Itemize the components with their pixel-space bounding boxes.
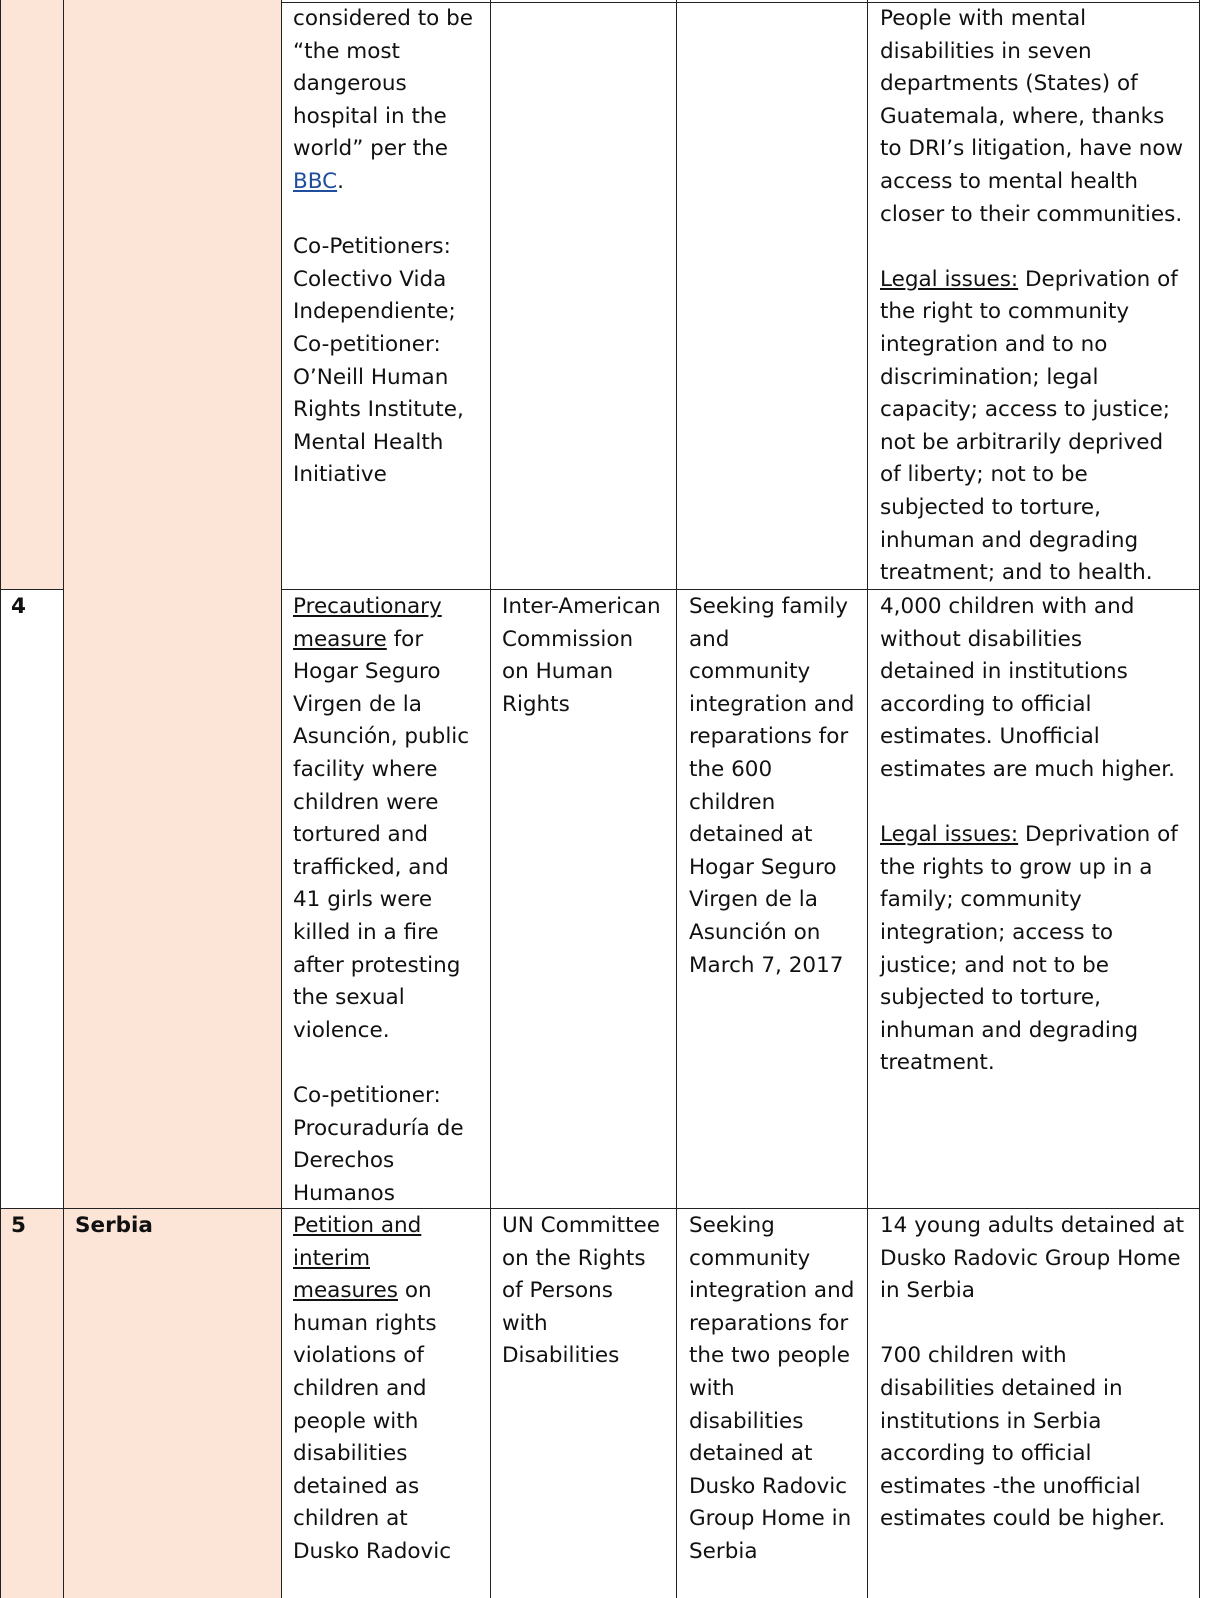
row4-action-cell: Precautionary measure for Hogar Seguro Virgen de la Asunción, public facility where children were tortured and trafficked, and 41 girls were killed in a fire after protesting the sexual violence. Co-petitioner: Procuraduría de Derechos Humanos (293, 594, 470, 1206)
row5-number: 5 (11, 1213, 26, 1238)
row1-impact-cell: People with mental disabilities in seven departments (States) of Guatemala, where, thanks to DRI’s litigation, have now access to mental health closer to their communities. Legal issues: Deprivation of the right to community integration and to no discrimination; legal capacity; access to justice; not be arbitrarily deprived of liberty; not to be subjected to torture, inhuman and degrading treatment; and to health. (880, 6, 1184, 586)
row-serbia-bg (0, 1209, 282, 1598)
country-merged-bg (64, 0, 282, 1209)
row5-country: Serbia (75, 1213, 153, 1238)
legal-issues-label: Legal issues: (880, 822, 1019, 848)
row4-forum-cell: Inter-American Commission on Human Rights (502, 594, 661, 717)
petition-interim-measures-term: Petition and interim measures (293, 1213, 422, 1304)
row1-number-bg (0, 0, 64, 590)
legal-issues-label: Legal issues: (880, 266, 1019, 292)
grid-line (281, 0, 282, 1598)
grid-line (63, 0, 64, 1598)
row5-remedy-cell: Seeking community integration and reparations for the two people with disabilities detained at Dusko Radovic Group Home in Serbia (689, 1213, 855, 1564)
grid-line (867, 0, 868, 1598)
bbc-link[interactable]: BBC (293, 168, 338, 194)
row4-remedy-cell: Seeking family and community integration and reparations for the 600 children detained at Hogar Seguro Virgen de la Asunción on March 7, 2017 (689, 594, 855, 978)
precautionary-measure-term: Precautionary measure (293, 594, 442, 652)
row1-action-cell: considered to be “the most dangerous hospital in the world” per the BBC. Co-Petitioners: Colectivo Vida Independiente; Co-petitioner: O’Neill Human Rights Institute, Mental Health Initiative (293, 6, 474, 488)
grid-line (490, 0, 491, 1598)
grid-line (0, 589, 64, 590)
row5-forum-cell: UN Committee on the Rights of Persons with Disabilities (502, 1213, 660, 1369)
row4-impact-cell: 4,000 children with and without disabilities detained in institutions according to official estimates. Unofficial estimates are much higher. Legal issues: Deprivation of the rights to grow up in a family; community integration; access to justice; and not to be subjected to torture, inhuman and degrading treatment. (880, 594, 1178, 1076)
grid-line (1199, 0, 1200, 1598)
row5-impact-cell: 14 young adults detained at Dusko Radovic Group Home in Serbia 700 children with disabilities detained in institutions in Serbia according to official estimates -the unofficial estimates could be higher. (880, 1213, 1185, 1532)
grid-line (0, 1208, 1200, 1209)
row5-action-cell: Petition and interim measures on human rights violations of children and people with disabilities detained as children at Dusko Radovic (293, 1213, 452, 1564)
grid-line (676, 0, 677, 1598)
grid-line (0, 0, 1, 1598)
row4-number: 4 (11, 594, 26, 619)
